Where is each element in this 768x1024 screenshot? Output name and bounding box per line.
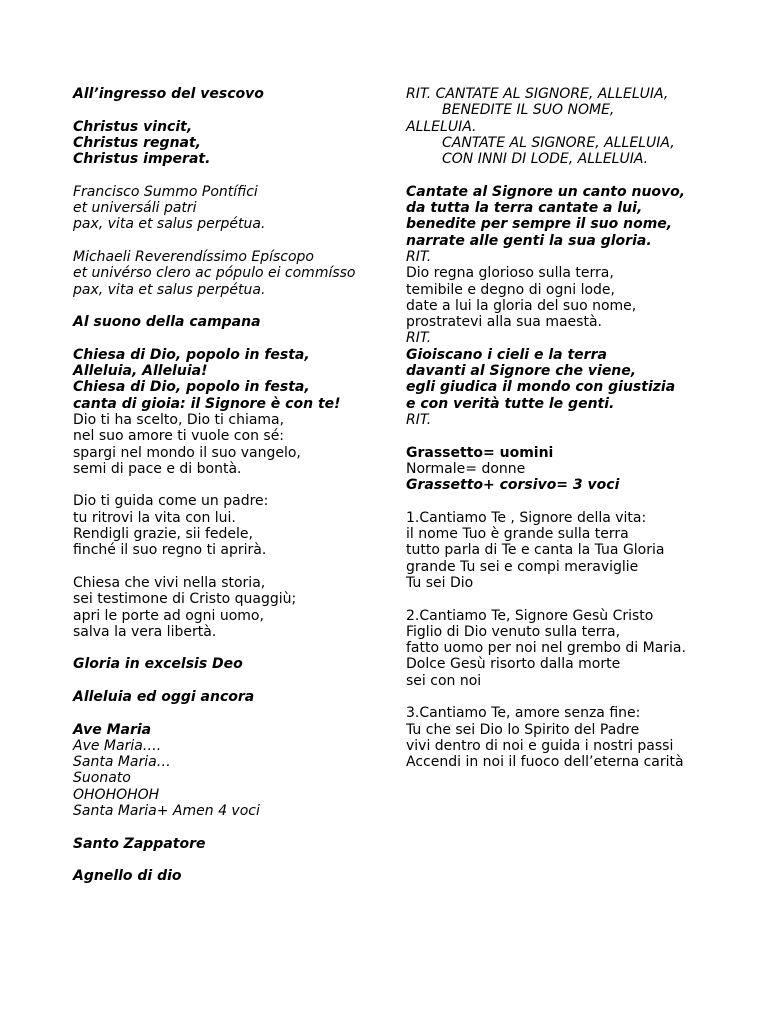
text-line: sei testimone di Cristo quaggiù; <box>73 591 297 608</box>
text-line-bold: Christus regnat, <box>73 134 201 151</box>
text-line: Santa Maria… <box>73 754 171 771</box>
text-line: nel suo amore ti vuole con sé: <box>73 428 285 445</box>
blank-line <box>406 591 756 607</box>
text-line-bold: canta di gioia: il Signore è con te! <box>73 395 341 412</box>
blank-line <box>73 477 393 493</box>
text-line: pax, vita et salus perpétua. <box>73 281 266 298</box>
blank-line <box>406 167 756 183</box>
blank-line <box>406 428 756 444</box>
text-line: pax, vita et salus perpétua. <box>73 216 266 233</box>
text-line: 2.Cantiamo Te, Signore Gesù Cristo <box>406 607 654 624</box>
blank-line <box>73 852 393 868</box>
text-line: Accendi in noi il fuoco dell’eterna carità <box>406 754 684 771</box>
text-line-bold: benedite per sempre il suo nome, <box>406 216 673 233</box>
text-line-bold: Ave Maria <box>73 721 152 738</box>
text-line: Ave Maria…. <box>73 737 162 754</box>
blank-line <box>73 233 393 249</box>
text-line: Dolce Gesù risorto dalla morte <box>406 656 621 673</box>
blank-line <box>73 298 393 314</box>
text-line: RIT. <box>406 411 432 428</box>
text-line: Tu che sei Dio lo Spirito del Padre <box>406 721 640 738</box>
blank-line <box>73 640 393 656</box>
text-line: salva la vera libertà. <box>73 623 217 640</box>
blank-line <box>73 819 393 835</box>
blank-line <box>73 167 393 183</box>
text-line: finché il suo regno ti aprirà. <box>73 542 267 559</box>
text-line: spargi nel mondo il suo vangelo, <box>73 444 301 461</box>
blank-line <box>73 102 393 118</box>
text-line: Chiesa che vivi nella storia, <box>73 574 266 591</box>
text-line: Rendigli grazie, sii fedele, <box>73 526 253 543</box>
text-line: RIT. <box>406 248 432 265</box>
text-line: fatto uomo per noi nel grembo di Maria. <box>406 640 686 657</box>
blank-line <box>406 689 756 705</box>
text-line: Figlio di Dio venuto sulla terra, <box>406 623 621 640</box>
text-line-bold: egli giudica il mondo con giustizia <box>406 379 676 396</box>
text-line-bold: Alleluia, Alleluia! <box>73 363 208 380</box>
text-line: et univérso clero ac pópulo ei commísso <box>73 265 356 282</box>
text-line: CANTATE AL SIGNORE, ALLELUIA, <box>442 134 675 151</box>
text-line-bold: Grassetto+ corsivo= 3 voci <box>406 477 620 494</box>
text-line: RIT. <box>406 330 432 347</box>
right-column <box>406 86 756 770</box>
text-line-bold: All’ingresso del vescovo <box>73 86 264 102</box>
text-line: Dio ti ha scelto, Dio ti chiama, <box>73 411 285 428</box>
text-line: sei con noi <box>406 672 482 689</box>
blank-line <box>73 559 393 575</box>
text-line: semi di pace e di bontà. <box>73 460 242 477</box>
text-line: BENEDITE IL SUO NOME, <box>442 102 615 119</box>
text-line-bold: Cantate al Signore un canto nuovo, <box>406 183 686 200</box>
text-line-bold: Chiesa di Dio, popolo in festa, <box>73 346 310 363</box>
text-line: Francisco Summo Pontífici <box>73 183 258 200</box>
text-line: 1.Cantiamo Te , Signore della vita: <box>406 509 647 526</box>
text-line: temibile e degno di ogni lode, <box>406 281 615 298</box>
text-line: Tu sei Dio <box>406 574 474 591</box>
text-line-bold: Santo Zappatore <box>73 835 206 852</box>
blank-line <box>73 673 393 689</box>
text-line-bold: e con verità tutte le genti. <box>406 395 615 412</box>
text-line-bold: Chiesa di Dio, popolo in festa, <box>73 379 310 396</box>
text-line: Dio ti guida come un padre: <box>73 493 269 510</box>
text-line-bold: davanti al Signore che viene, <box>406 363 637 380</box>
text-line-bold: Agnello di dio <box>73 868 182 885</box>
text-line: prostratevi alla sua maestà. <box>406 314 602 331</box>
text-line: ALLELUIA. <box>406 118 477 135</box>
text-line-bold: Gioiscano i cieli e la terra <box>406 346 607 363</box>
text-line-bold: da tutta la terra cantate a lui, <box>406 200 643 217</box>
text-line: grande Tu sei e compi meraviglie <box>406 558 639 575</box>
text-line: RIT. CANTATE AL SIGNORE, ALLELUIA, <box>406 86 669 102</box>
blank-line <box>406 493 756 509</box>
text-line: 3.Cantiamo Te, amore senza fine: <box>406 705 641 722</box>
text-line: et universáli patri <box>73 200 197 217</box>
text-line-bold: Alleluia ed oggi ancora <box>73 688 255 705</box>
text-line: Michaeli Reverendíssimo Epíscopo <box>73 248 314 265</box>
text-line: vivi dentro di noi e guida i nostri passi <box>406 737 674 754</box>
text-line-bold: Grassetto= uomini <box>406 444 554 461</box>
text-line: apri le porte ad ogni uomo, <box>73 607 264 624</box>
text-line-bold: Al suono della campana <box>73 314 261 331</box>
text-line: CON INNI DI LODE, ALLELUIA. <box>442 151 649 168</box>
text-line-bold: Gloria in excelsis Deo <box>73 656 243 673</box>
text-line-bold: narrate alle genti la sua gloria. <box>406 232 652 249</box>
left-column <box>73 86 393 885</box>
text-line: Suonato <box>73 770 131 787</box>
blank-line <box>73 330 393 346</box>
text-line: tu ritrovi la vita con lui. <box>73 509 236 526</box>
text-line: Santa Maria+ Amen 4 voci <box>73 803 260 820</box>
text-line: Dio regna glorioso sulla terra, <box>406 265 614 282</box>
text-line: OHOHOHOH <box>73 786 160 803</box>
blank-line <box>73 705 393 721</box>
text-line: il nome Tuo è grande sulla terra <box>406 526 629 543</box>
text-line: tutto parla di Te e canta la Tua Gloria <box>406 542 665 559</box>
text-line-bold: Christus imperat. <box>73 151 211 168</box>
text-line: date a lui la gloria del suo nome, <box>406 297 637 314</box>
text-line-bold: Christus vincit, <box>73 118 193 135</box>
text-line: Normale= donne <box>406 460 526 477</box>
